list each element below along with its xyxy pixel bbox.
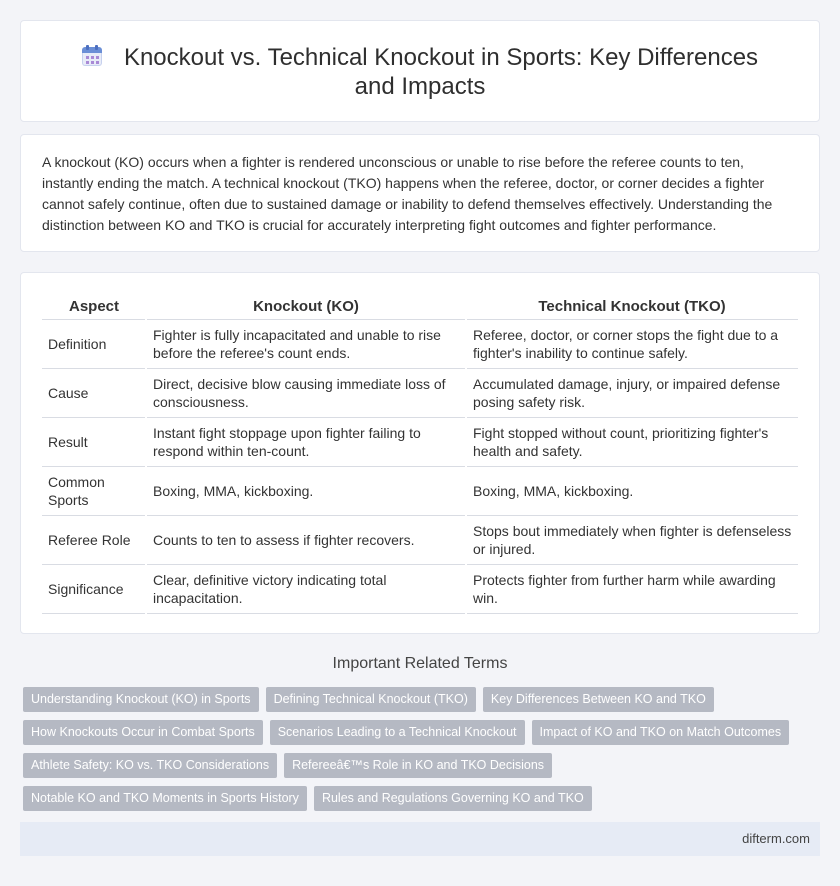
related-term-link[interactable]: Athlete Safety: KO vs. TKO Considerations xyxy=(23,753,277,778)
row-aspect: Common Sports xyxy=(42,466,146,515)
table-row xyxy=(42,417,798,466)
footer xyxy=(20,822,820,856)
row-tko: Boxing, MMA, kickboxing. xyxy=(466,466,798,515)
related-term-link[interactable]: Rules and Regulations Governing KO and TKO xyxy=(314,786,592,811)
row-aspect: Result xyxy=(42,417,146,466)
row-tko: Stops bout immediately when fighter is defenseless or injured. xyxy=(466,515,798,564)
related-terms-heading: Important Related Terms xyxy=(332,655,508,672)
related-term-link[interactable]: Refereeâ€™s Role in KO and TKO Decisions xyxy=(284,753,552,778)
related-term-link[interactable]: Understanding Knockout (KO) in Sports xyxy=(23,687,259,712)
related-term-link[interactable]: Key Differences Between KO and TKO xyxy=(483,687,714,712)
header-tko: Technical Knockout (TKO) xyxy=(466,295,798,319)
table-header-row xyxy=(42,295,798,319)
title-card xyxy=(20,20,820,122)
row-ko: Instant fight stoppage upon fighter failing to respond within ten-count. xyxy=(146,417,466,466)
row-ko: Clear, definitive victory indicating total incapacitation. xyxy=(146,564,466,613)
row-ko: Fighter is fully incapacitated and unable to rise before the referee's count ends. xyxy=(146,319,466,368)
related-term-link[interactable]: Notable KO and TKO Moments in Sports History xyxy=(23,786,307,811)
related-term-link[interactable]: Scenarios Leading to a Technical Knockout xyxy=(270,720,525,745)
row-ko: Boxing, MMA, kickboxing. xyxy=(146,466,466,515)
row-aspect: Cause xyxy=(42,368,146,417)
row-aspect: Referee Role xyxy=(42,515,146,564)
table-row xyxy=(42,319,798,368)
table-row xyxy=(42,368,798,417)
intro-paragraph: A knockout (KO) occurs when a fighter is rendered unconscious or unable to rise before the referee counts to ten, instantly ending the match. A technical knockout (TKO) happens when the referee, doctor, or corner decides a fighter cannot safely continue, often due to sustained damage or inability to defend themselves effectively. Understanding the distinction between KO and TKO is crucial for accurately interpreting fight outcomes and fighter performance. xyxy=(42,154,773,233)
calendar-icon xyxy=(82,45,102,67)
table-row xyxy=(42,564,798,613)
row-tko: Fight stopped without count, prioritizing fighter's health and safety. xyxy=(466,417,798,466)
intro-card xyxy=(20,134,820,252)
row-tko: Referee, doctor, or corner stops the fight due to a fighter's inability to continue safely. xyxy=(466,319,798,368)
related-term-link[interactable]: Impact of KO and TKO on Match Outcomes xyxy=(532,720,790,745)
page-title-wrap xyxy=(61,43,779,101)
page-title: Knockout vs. Technical Knockout in Sports: Key Differences and Impacts xyxy=(123,44,759,100)
row-ko: Direct, decisive blow causing immediate loss of consciousness. xyxy=(146,368,466,417)
related-terms-list xyxy=(23,687,813,811)
table-row xyxy=(42,515,798,564)
related-term-link[interactable]: Defining Technical Knockout (TKO) xyxy=(266,687,476,712)
row-tko: Accumulated damage, injury, or impaired defense posing safety risk. xyxy=(466,368,798,417)
comparison-table xyxy=(42,295,798,614)
header-ko: Knockout (KO) xyxy=(146,295,466,319)
comparison-card xyxy=(20,272,820,634)
header-aspect: Aspect xyxy=(42,295,146,319)
related-term-link[interactable]: How Knockouts Occur in Combat Sports xyxy=(23,720,263,745)
footer-site-link[interactable]: difterm.com xyxy=(742,831,810,846)
row-tko: Protects fighter from further harm while awarding win. xyxy=(466,564,798,613)
row-ko: Counts to ten to assess if fighter recovers. xyxy=(146,515,466,564)
table-row xyxy=(42,466,798,515)
row-aspect: Definition xyxy=(42,319,146,368)
row-aspect: Significance xyxy=(42,564,146,613)
